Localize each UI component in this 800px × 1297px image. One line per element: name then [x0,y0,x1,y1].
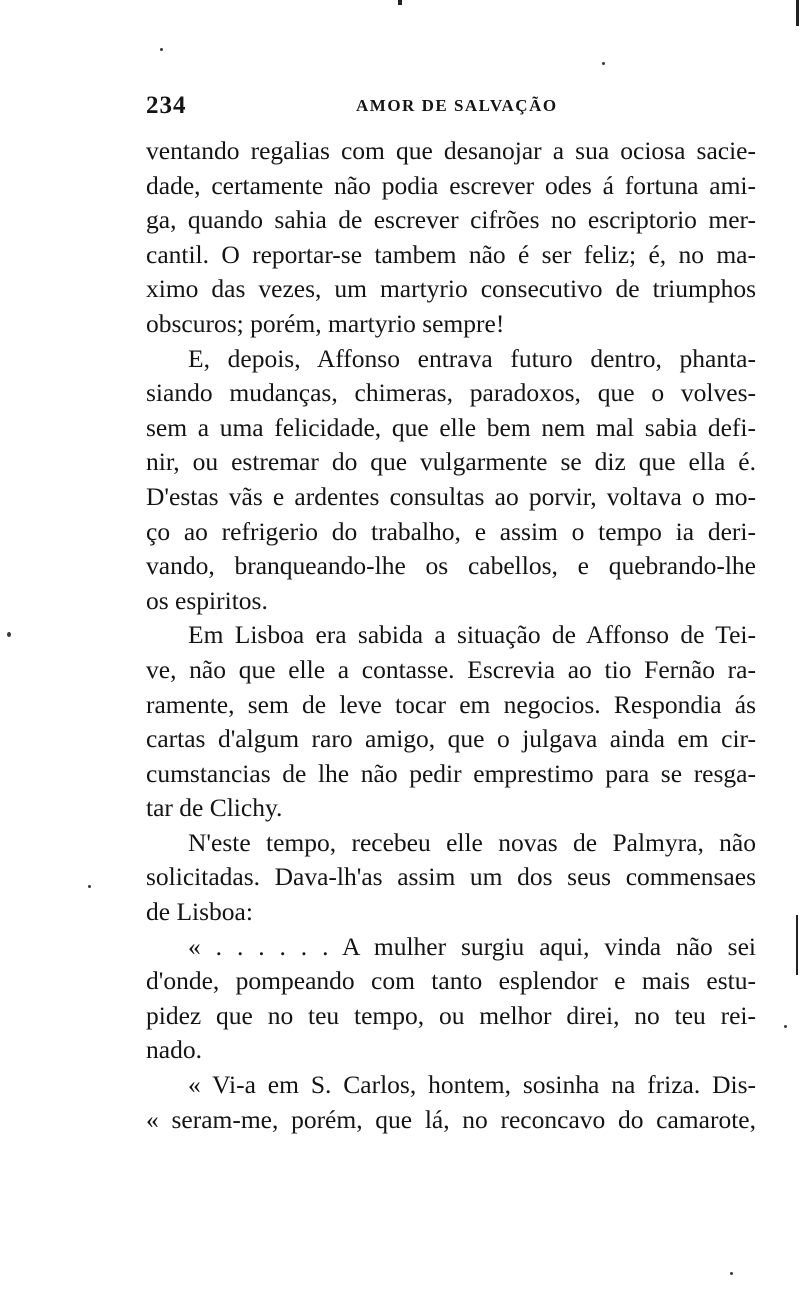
text-line: dade, certamente não podia escrever odes á fortuna ami- [146,170,756,200]
text-line: vando, branqueando-lhe os cabellos, e quebrando-lhe [146,551,756,581]
text-line: cantil. O reportar-se tambem não é ser feliz; é, no ma- [146,239,756,269]
text-line: ve, não que elle a contasse. Escrevia ao tio Fernão ra- [146,654,756,684]
text-line: ramente, sem de leve tocar em negocios. Respondia ás [146,689,756,719]
text-line: nir, ou estremar do que vulgarmente se diz que ella é. [146,447,756,477]
scan-speck [7,632,11,637]
text-line: N'este tempo, recebeu elle novas de Palmyra, não [188,827,756,857]
text-line: os espiritos. [146,585,268,615]
text-line: de Lisboa: [146,897,253,927]
text-line: siando mudanças, chimeras, paradoxos, que o volves- [146,378,756,408]
text-line: cumstancias de lhe não pedir emprestimo para se resga- [146,758,756,788]
text-line: ximo das vezes, um martyrio consecutivo de triumphos [146,274,756,304]
text-line: cartas d'algum raro amigo, que o julgava ainda em cir- [146,724,756,754]
text-line: solicitadas. Dava-lh'as assim um dos seus commensaes [146,862,756,892]
text-line: ga, quando sahia de escrever cifrões no escriptorio mer- [146,205,756,235]
page-edge-mark [796,915,798,975]
text-line: « seram-me, porém, que lá, no reconcavo do camarote, [146,1104,756,1134]
text-line: tar de Clichy. [146,793,283,823]
text-line: « . . . . . . A mulher surgiu aqui, vinda não sei [188,931,756,961]
running-title: AMOR DE SALVAÇÃO [356,96,558,115]
text-line: obscuros; porém, martyrio sempre! [146,308,505,338]
text-line: « Vi-a em S. Carlos, hontem, sosinha na friza. Dis- [188,1070,756,1100]
text-line: Em Lisboa era sabida a situação de Affonso de Tei- [188,620,756,650]
scan-speck [784,1025,787,1028]
scan-speck [160,48,163,51]
text-line: nado. [146,1035,202,1065]
body-text [146,134,756,1137]
text-line: pidez que no teu tempo, ou melhor direi, no teu rei- [146,1000,756,1030]
scan-speck [88,885,91,888]
text-line: E, depois, Affonso entrava futuro dentro, phanta- [188,343,756,373]
scan-speck [730,1272,733,1275]
scan-speck [602,62,605,65]
text-line: ventando regalias com que desanojar a sua ociosa sacie- [146,136,756,165]
text-line: D'estas vãs e ardentes consultas ao porvir, voltava o mo- [146,481,756,511]
text-line: ço ao refrigerio do trabalho, e assim o tempo ia deri- [146,516,756,546]
page-number: 234 [146,92,187,119]
text-line: d'onde, pompeando com tanto esplendor e mais estu- [146,966,756,996]
text-line: sem a uma felicidade, que elle bem nem mal sabia defi- [146,412,756,442]
page-edge-mark [398,0,402,5]
page-edge-mark [796,0,799,26]
page-header [146,92,756,128]
